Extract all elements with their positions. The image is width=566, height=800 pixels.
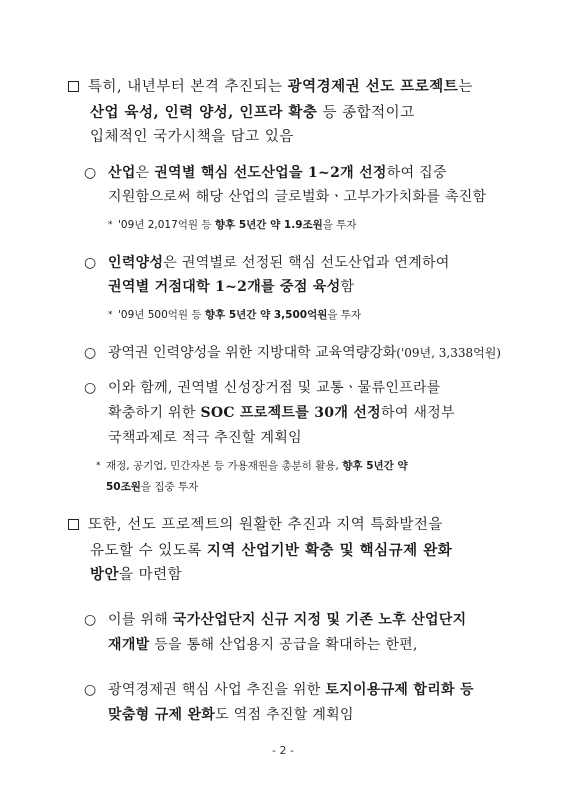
bullet6-line2: 맞춤형 규제 완화도 역점 추진할 계획임 [108,707,354,723]
bullet6-line1: ○ 광역경제권 핵심 사업 추진을 위한 토지이용규제 합리화 등 [84,682,474,698]
para2-line1: 또한, 선도 프로젝트의 원활한 추진과 지역 특화발전을 [68,518,443,533]
para1-line1: 특히, 내년부터 본격 추진되는 광역경제권 선도 프로젝트는 [68,80,473,95]
asterisk-icon: * [108,220,113,230]
bullet2-note: * '09년 500억원 등 향후 5년간 약 3,500억원을 투자 [108,309,362,321]
para2-line3: 방안을 마련함 [90,566,183,583]
bullet3-line1: ○ 광역권 인력양성을 위한 지방대학 교육역량강화('09년, 3,338억원) [84,345,501,361]
circle-bullet-icon: ○ [84,682,97,698]
page-number: - 2 - [272,744,294,757]
bullet5-line2: 재개발 등을 통해 산업용지 공급을 확대하는 한편, [108,637,418,653]
asterisk-icon: * [108,310,113,320]
bullet1-note: * '09년 2,017억원 등 향후 5년간 약 1.9조원을 투자 [108,219,357,231]
bullet1-line2: 지원함으로써 해당 산업의 글로벌화ㆍ고부가가치화를 촉진함 [108,189,487,205]
circle-bullet-icon: ○ [84,612,97,628]
bullet1-line1: ○ 산업은 권역별 핵심 선도산업을 1~2개 선정하여 집중 [84,165,447,181]
circle-bullet-icon: ○ [84,165,97,181]
bullet4-line1: ○ 이와 함께, 권역별 신성장거점 및 교통ㆍ물류인프라를 [84,380,441,396]
bullet2-line2: 권역별 거점대학 1~2개를 중점 육성함 [108,279,355,295]
bullet5-line1: ○ 이를 위해 국가산업단지 신규 지정 및 기존 노후 산업단지 [84,612,467,628]
para1-line3: 입체적인 국가시책을 담고 있음 [90,129,294,145]
circle-bullet-icon: ○ [84,380,97,396]
bullet4-note-line1: * 재정, 공기업, 민간자본 등 가용재원을 총분히 활용, 향후 5년간 약 [96,460,408,472]
bullet4-note-line2: 50조원을 집중 투자 [106,481,199,493]
para1-line2: 산업 육성, 인력 양성, 인프라 확충 등 종합적이고 [90,104,415,121]
bullet4-line2: 확충하기 위한 SOC 프로젝트를 30개 선정하여 새정부 [108,405,455,421]
circle-bullet-icon: ○ [84,345,97,361]
para2-line2: 유도할 수 있도록 지역 산업기반 확충 및 핵심규제 완화 [90,542,453,559]
asterisk-icon: * [96,461,101,471]
bullet4-line3: 국책과제로 적극 추진할 계획임 [108,430,302,446]
square-bullet-icon [68,81,79,92]
circle-bullet-icon: ○ [84,255,97,271]
bullet2-line1: ○ 인력양성은 권역별로 선정된 핵심 선도산업과 연계하여 [84,255,450,271]
square-bullet-icon [68,519,79,530]
